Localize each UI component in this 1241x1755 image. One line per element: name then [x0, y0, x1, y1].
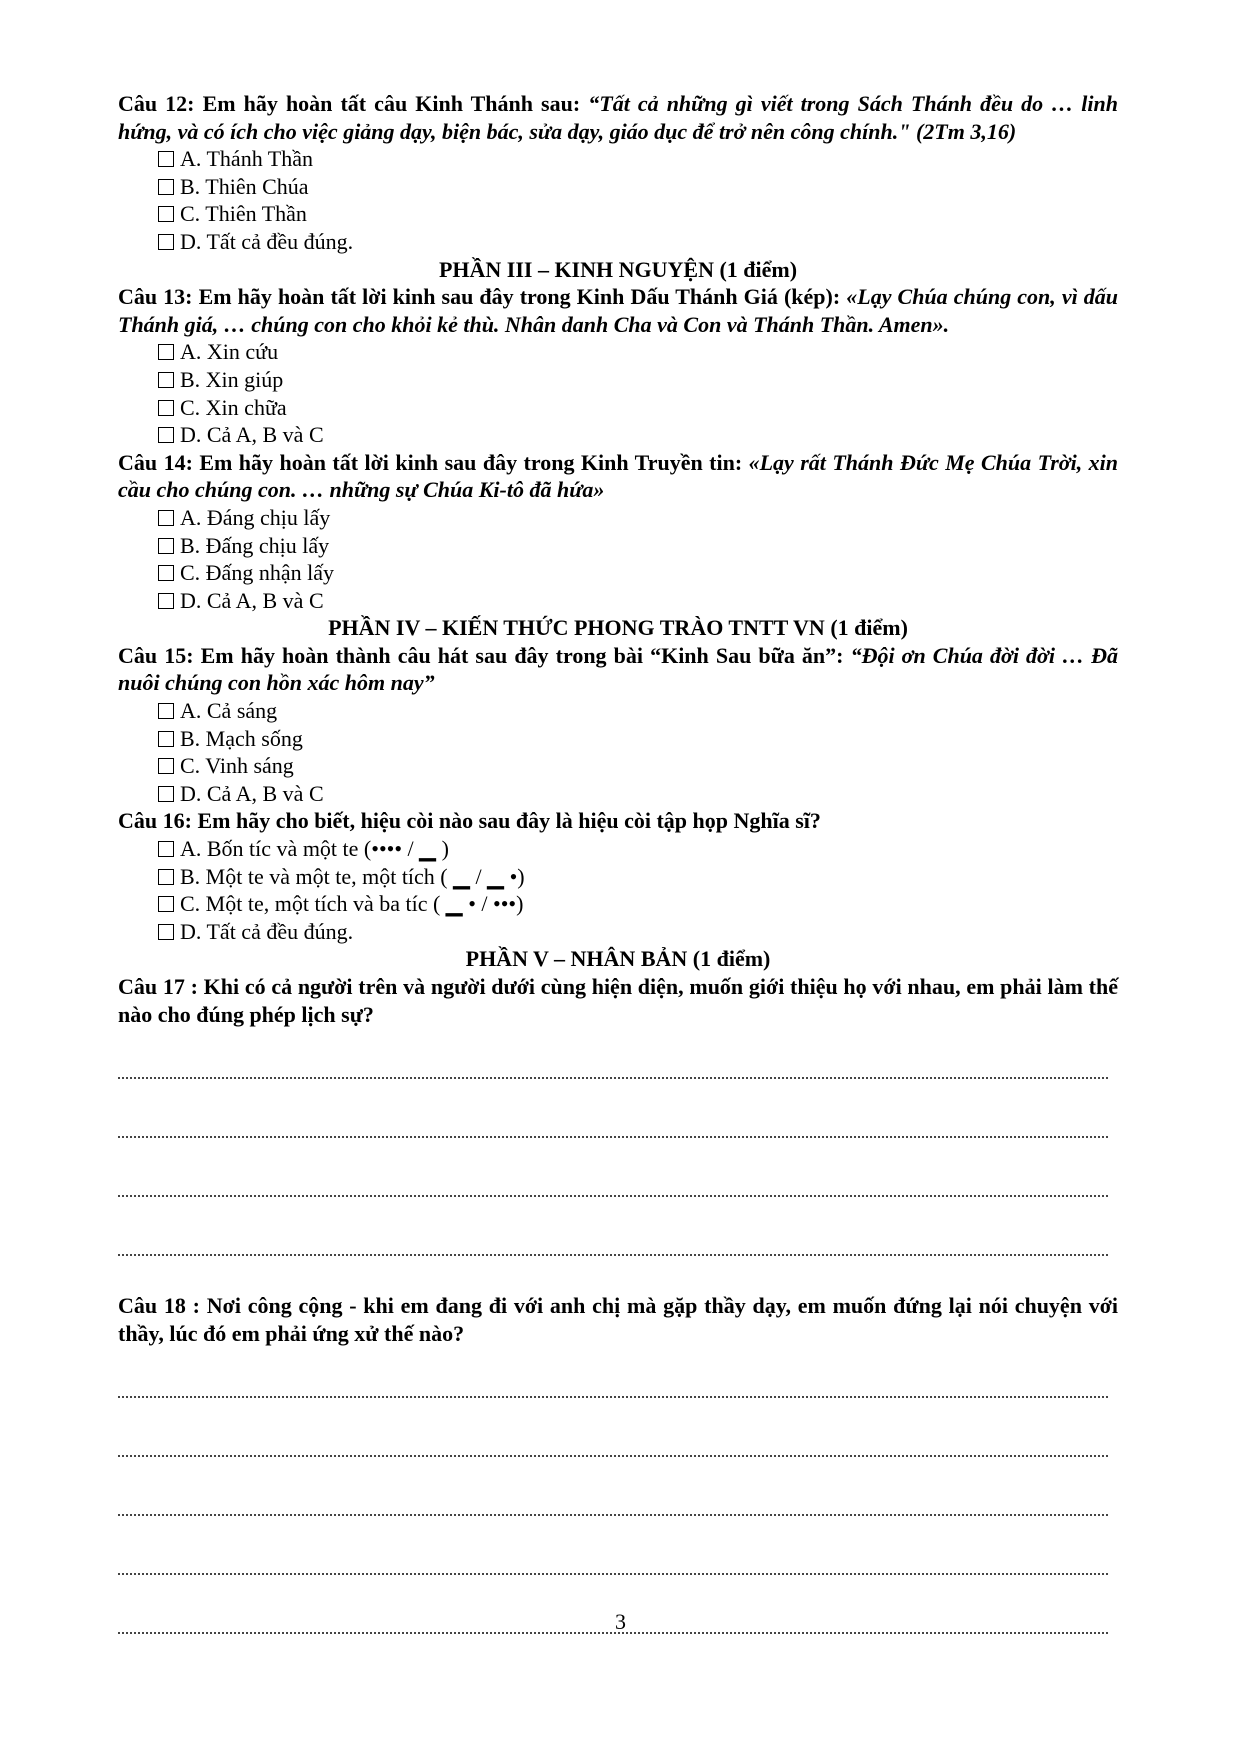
question-label: Câu 16: — [118, 808, 192, 834]
question-13 — [118, 283, 1118, 338]
answer-line[interactable] — [118, 1146, 1118, 1205]
option-12a[interactable] — [118, 145, 1118, 173]
checkbox-icon[interactable] — [158, 206, 174, 222]
question-prompt: Em hãy hoàn thành câu hát sau đây trong bài “Kinh Sau bữa ăn”: — [193, 642, 851, 668]
option-label: A. Xin cứu — [180, 339, 279, 365]
option-label: A. Thánh Thần — [180, 146, 313, 172]
question-18: Câu 18 : Nơi công cộng - khi em đang đi với anh chị mà gặp thầy dạy, em muốn đứng lại nói chuyện với thầy, lúc đó em phải ứng xử thế nào? — [118, 1293, 1118, 1346]
page-number: 3 — [615, 1609, 626, 1634]
option-13a[interactable] — [118, 338, 1118, 366]
question-quote: «Lạy rất Thánh Đức Mẹ Chúa Trời, xin cầu cho chúng con. … những sự Chúa Ki-tô đã hứa» — [118, 449, 1118, 503]
answer-line[interactable] — [118, 1347, 1118, 1406]
question-prompt: Em hãy cho biết, hiệu còi nào sau đây là hiệu còi tập họp Nghĩa sĩ? — [191, 808, 821, 834]
question-prompt: Em hãy hoàn tất lời kinh sau đây trong Kinh Dấu Thánh Giá (kép): — [192, 284, 847, 310]
option-15c[interactable] — [118, 752, 1118, 780]
option-label: A. Bốn tíc và một te (•••• / ▁ ) — [180, 836, 449, 862]
checkbox-icon[interactable] — [158, 703, 174, 719]
option-16c[interactable] — [118, 890, 1118, 918]
option-12d[interactable] — [118, 228, 1118, 256]
option-14b[interactable] — [118, 532, 1118, 560]
option-14d[interactable] — [118, 587, 1118, 615]
option-16b[interactable] — [118, 863, 1118, 891]
checkbox-icon[interactable] — [158, 372, 174, 388]
option-label: B. Mạch sống — [180, 725, 303, 751]
checkbox-icon[interactable] — [158, 427, 174, 443]
section-heading-part3: PHẦN III – KINH NGUYỆN (1 điểm) — [438, 256, 798, 282]
answer-line[interactable] — [118, 1028, 1118, 1087]
question-label: Câu 14: — [118, 449, 193, 475]
section-heading-part4: PHẦN IV – KIẾN THỨC PHONG TRÀO TNTT VN (1 điểm) — [328, 615, 908, 641]
option-12b[interactable] — [118, 173, 1118, 201]
answer-line[interactable] — [118, 1406, 1118, 1465]
checkbox-icon[interactable] — [158, 924, 174, 940]
answer-line[interactable] — [118, 1087, 1118, 1146]
option-13d[interactable] — [118, 421, 1118, 449]
option-16a[interactable] — [118, 835, 1118, 863]
option-13b[interactable] — [118, 366, 1118, 394]
option-label: D. Tất cả đều đúng. — [180, 918, 354, 944]
checkbox-icon[interactable] — [158, 731, 174, 747]
question-label: Câu 13: — [118, 284, 193, 310]
checkbox-icon[interactable] — [158, 344, 174, 360]
checkbox-icon[interactable] — [158, 786, 174, 802]
option-14c[interactable] — [118, 559, 1118, 587]
question-14 — [118, 449, 1118, 504]
option-label: D. Cả A, B và C — [180, 587, 324, 613]
option-label: D. Cả A, B và C — [180, 422, 324, 448]
answer-line[interactable] — [118, 1205, 1118, 1264]
option-label: D. Tất cả đều đúng. — [180, 228, 354, 254]
option-label: C. Một te, một tích và ba tíc ( ▁ • / •••) — [180, 891, 524, 917]
answer-line[interactable] — [118, 1524, 1118, 1583]
option-label: C. Thiên Thần — [180, 201, 307, 227]
question-quote: “Tất cả những gì viết trong Sách Thánh đều do … linh hứng, và có ích cho việc giảng dạy, biện bác, sửa dạy, giáo dục để trở nên công chính." (2Tm 3,16) — [118, 91, 1118, 144]
option-16d[interactable] — [118, 918, 1118, 946]
option-label: B. Một te và một te, một tích ( ▁ / ▁ •) — [180, 863, 525, 889]
checkbox-icon[interactable] — [158, 400, 174, 416]
checkbox-icon[interactable] — [158, 896, 174, 912]
checkbox-icon[interactable] — [158, 758, 174, 774]
checkbox-icon[interactable] — [158, 510, 174, 526]
option-15d[interactable] — [118, 780, 1118, 808]
exam-page — [118, 90, 1118, 1642]
option-12c[interactable] — [118, 200, 1118, 228]
question-17: Câu 17 : Khi có cả người trên và người dưới cùng hiện diện, muốn giới thiệu họ với nhau, em phải làm thế nào cho đúng phép lịch sự? — [118, 974, 1118, 1027]
section-heading-part5: PHẦN V – NHÂN BẢN (1 điểm) — [465, 946, 771, 972]
option-label: B. Đấng chịu lấy — [180, 532, 330, 558]
checkbox-icon[interactable] — [158, 151, 174, 167]
question-prompt: Em hãy hoàn tất câu Kinh Thánh sau: — [194, 91, 589, 116]
question-15 — [118, 642, 1118, 697]
option-15b[interactable] — [118, 725, 1118, 753]
checkbox-icon[interactable] — [158, 593, 174, 609]
question-label: Câu 15: — [118, 642, 194, 668]
option-label: C. Xin chữa — [180, 394, 287, 420]
checkbox-icon[interactable] — [158, 179, 174, 195]
answer-line[interactable] — [118, 1465, 1118, 1524]
question-prompt: Em hãy hoàn tất lời kinh sau đây trong Kinh Truyền tin: — [192, 449, 749, 475]
question-12 — [118, 90, 1118, 145]
question-quote: “Đội ơn Chúa đời đời … Đã nuôi chúng con hồn xác hôm nay” — [118, 642, 1118, 696]
option-label: A. Cả sáng — [180, 698, 278, 724]
checkbox-icon[interactable] — [158, 869, 174, 885]
option-label: C. Vinh sáng — [180, 753, 294, 779]
checkbox-icon[interactable] — [158, 841, 174, 857]
option-14a[interactable] — [118, 504, 1118, 532]
question-16 — [118, 807, 1118, 835]
option-13c[interactable] — [118, 394, 1118, 422]
option-label: D. Cả A, B và C — [180, 780, 324, 806]
option-label: A. Đáng chịu lấy — [180, 504, 331, 530]
option-label: B. Thiên Chúa — [180, 173, 309, 199]
question-quote: «Lạy Chúa chúng con, vì dấu Thánh giá, … chúng con cho khỏi kẻ thù. Nhân danh Cha và Con và Thánh Thần. Amen». — [118, 284, 1118, 337]
option-15a[interactable] — [118, 697, 1118, 725]
option-label: B. Xin giúp — [180, 366, 284, 392]
checkbox-icon[interactable] — [158, 234, 174, 250]
question-label: Câu 12: — [118, 91, 195, 116]
checkbox-icon[interactable] — [158, 538, 174, 554]
checkbox-icon[interactable] — [158, 565, 174, 581]
option-label: C. Đấng nhận lấy — [180, 560, 334, 586]
